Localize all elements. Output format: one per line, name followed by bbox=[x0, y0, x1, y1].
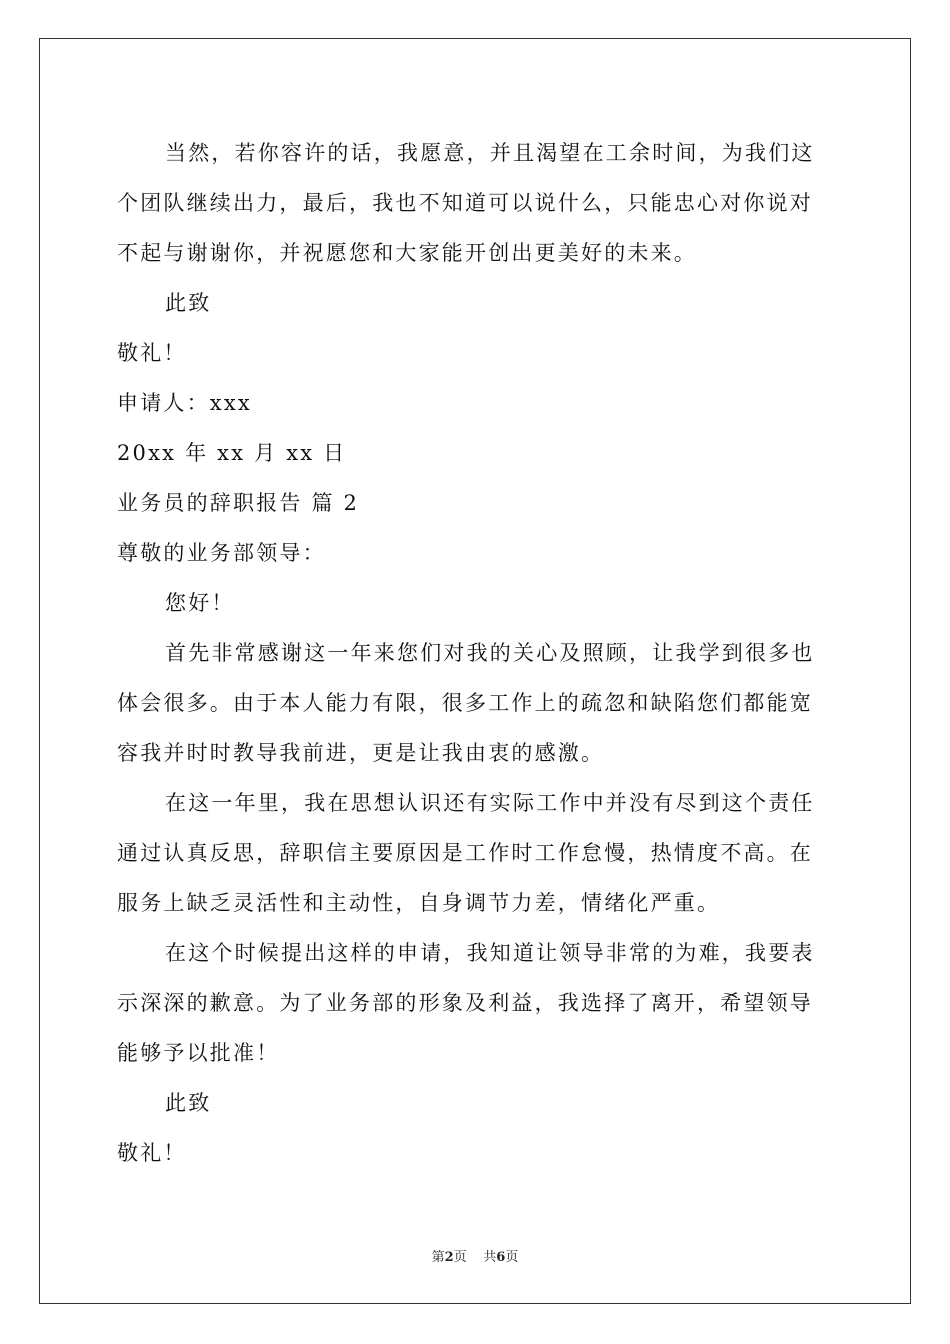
total-prefix: 共 bbox=[483, 1250, 497, 1265]
text-line: 尊敬的业务部领导： bbox=[117, 541, 326, 565]
text-line: 您好！ bbox=[165, 591, 235, 615]
text-line: 服务上缺乏灵活性和主动性，自身调节力差，情绪化严重。 bbox=[117, 891, 721, 915]
text-line: 示深深的歉意。为了业务部的形象及利益，我选择了离开，希望领导 bbox=[117, 991, 813, 1015]
page-suffix: 页 bbox=[453, 1250, 467, 1265]
total-suffix: 页 bbox=[505, 1250, 519, 1265]
text-line: 敬礼！ bbox=[117, 1141, 187, 1165]
text-line: 此致 bbox=[165, 291, 212, 315]
text-line: 当然，若你容许的话，我愿意，并且渴望在工余时间，为我们这 bbox=[165, 141, 815, 165]
document-body bbox=[117, 128, 833, 1178]
text-line: 在这个时候提出这样的申请，我知道让领导非常的为难，我要表 bbox=[165, 941, 815, 965]
page-number: 2 bbox=[444, 1250, 454, 1265]
text-line: 能够予以批准！ bbox=[117, 1041, 280, 1065]
text-line: 敬礼！ bbox=[117, 341, 187, 365]
text-line: 业务员的辞职报告 篇 2 bbox=[117, 491, 360, 515]
total-pages: 6 bbox=[496, 1250, 506, 1265]
page-prefix: 第 bbox=[431, 1250, 445, 1265]
text-line: 不起与谢谢你，并祝愿您和大家能开创出更美好的未来。 bbox=[117, 241, 697, 265]
text-line: 体会很多。由于本人能力有限，很多工作上的疏忽和缺陷您们都能宽 bbox=[117, 691, 813, 715]
text-line: 申请人：xxx bbox=[117, 391, 252, 415]
text-line: 此致 bbox=[165, 1091, 212, 1115]
text-line: 通过认真反思，辞职信主要原因是工作时工作怠慢，热情度不高。在 bbox=[117, 841, 813, 865]
text-line: 个团队继续出力，最后，我也不知道可以说什么，只能忠心对你说对 bbox=[117, 191, 813, 215]
text-line: 20xx 年 xx 月 xx 日 bbox=[117, 441, 347, 465]
text-line: 在这一年里，我在思想认识还有实际工作中并没有尽到这个责任 bbox=[165, 791, 815, 815]
page-footer bbox=[0, 1246, 950, 1265]
text-line: 容我并时时教导我前进，更是让我由衷的感激。 bbox=[117, 741, 605, 765]
text-line: 首先非常感谢这一年来您们对我的关心及照顾，让我学到很多也 bbox=[165, 641, 815, 665]
